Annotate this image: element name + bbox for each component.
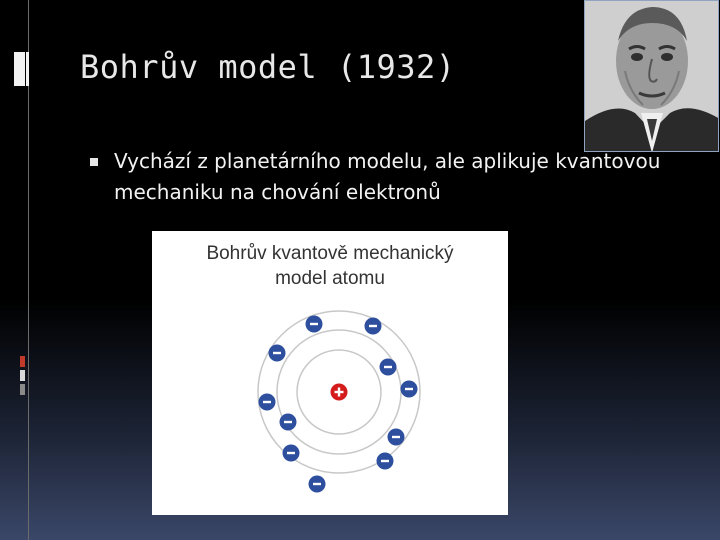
decor-square-gray [20,384,25,395]
electron-icon [269,345,286,362]
electron-icon [306,316,323,333]
atom-model-svg [152,231,508,515]
portrait-photo [584,0,719,152]
electron-icon [283,445,300,462]
slide-title: Bohrův model (1932) [80,48,456,86]
electron-icon [380,359,397,376]
portrait-image [585,1,719,152]
bullet-square-icon [90,158,98,166]
electron-icon [388,429,405,446]
decor-square-light [20,370,25,381]
decor-square-red [20,356,25,367]
bullet-text: Vychází z planetárního modelu, ale aplikuje kvantovou mechaniku na chování elektronů [114,149,661,204]
electron-icon [280,414,297,431]
electron-icon [365,318,382,335]
title-accent-line [26,52,29,86]
diagram-title-line-1: Bohrův kvantově mechanický [206,243,454,264]
electron-icon [309,476,326,493]
electron-icon [259,394,276,411]
title-accent-block [14,52,25,86]
nucleus-icon [331,384,348,401]
atom-diagram [152,231,508,515]
diagram-title-line-2: model atomu [275,268,385,289]
electron-icon [377,453,394,470]
electron-icon [401,381,418,398]
